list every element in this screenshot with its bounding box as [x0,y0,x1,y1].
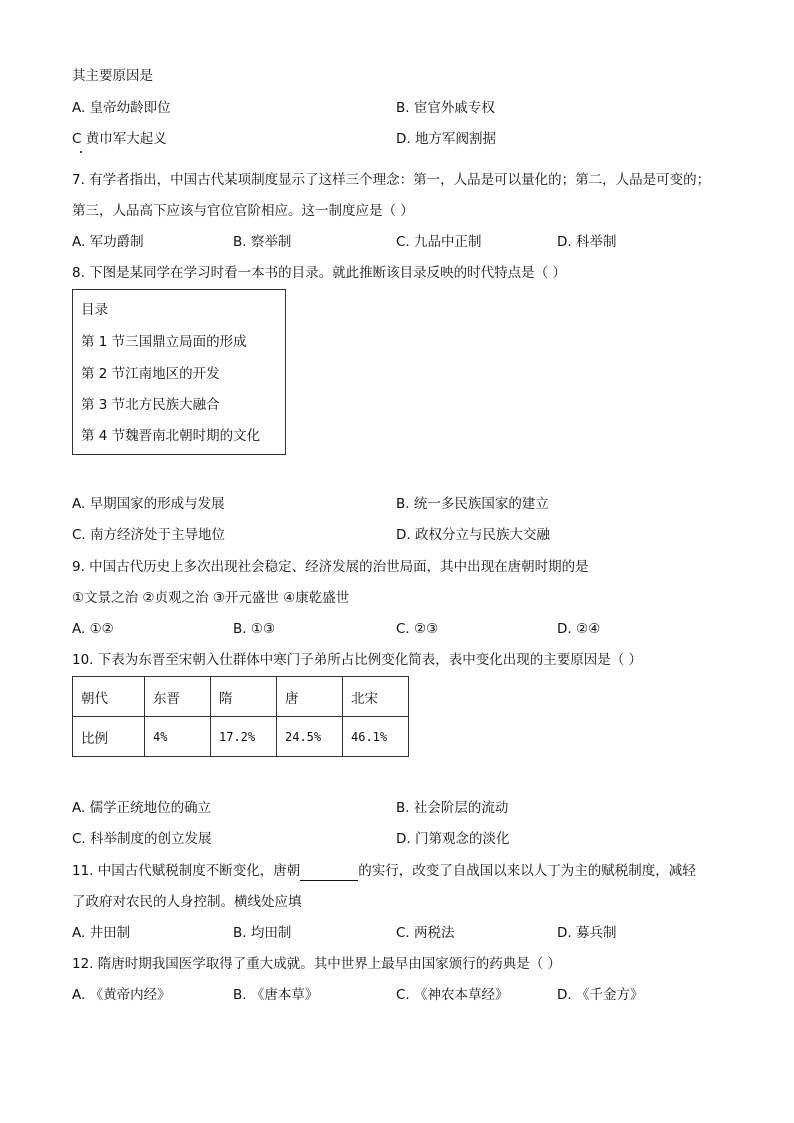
table-header-cell: 隋 [211,677,277,717]
table-header-row [73,677,409,717]
q12-option-c[interactable]: C. 《神农本草经》 [396,987,509,1003]
q12-stem: 12. 隋唐时期我国医学取得了重大成就。其中世界上最早由国家颁行的药典是（ ） [72,956,562,972]
toc-title: 目录 [81,302,108,318]
q11-stem-line1 [72,861,696,881]
q11-option-b[interactable]: B. 均田制 [233,925,292,941]
q11-stem-line2: 了政府对农民的人身控制。横线处应填 [72,894,302,910]
table-header-cell: 唐 [277,677,343,717]
toc-item-4: 第 4 节魏晋南北朝时期的文化 [81,428,261,444]
q6-option-a[interactable]: A. 皇帝幼龄即位 [72,100,171,116]
q7-option-a[interactable]: A. 军功爵制 [72,234,144,250]
fill-in-blank [300,866,358,881]
q8-option-c[interactable]: C. 南方经济处于主导地位 [72,527,226,543]
q8-stem: 8. 下图是某同学在学习时看一本书的目录。就此推断该目录反映的时代特点是（ ） [72,265,566,281]
toc-item-1: 第 1 节三国鼎立局面的形成 [81,334,247,350]
q11-option-c[interactable]: C. 两税法 [396,925,455,941]
q9-option-a[interactable]: A. ①② [72,621,114,637]
table-header-cell: 朝代 [73,677,145,717]
q9-option-c[interactable]: C. ②③ [396,621,439,637]
stray-dot [80,151,82,153]
ratio-table [72,676,409,757]
q7-option-b[interactable]: B. 察举制 [233,234,292,250]
q7-stem-line2: 第三，人品高下应该与官位官阶相应。这一制度应是（ ） [72,203,414,219]
q9-items: ①文景之治 ②贞观之治 ③开元盛世 ④康乾盛世 [72,590,350,606]
toc-item-2: 第 2 节江南地区的开发 [81,366,220,382]
table-cell: 比例 [73,717,145,757]
table-cell: 46.1% [343,717,409,757]
toc-item-3: 第 3 节北方民族大融合 [81,397,220,413]
q6-option-b[interactable]: B. 宦官外戚专权 [396,100,495,116]
q6-option-c[interactable]: C 黄巾军大起义 [72,131,167,147]
q10-option-a[interactable]: A. 儒学正统地位的确立 [72,800,212,816]
question-6-stem-tail: 其主要原因是 [72,68,153,84]
q7-option-d[interactable]: D. 科举制 [557,234,617,250]
q12-option-a[interactable]: A. 《黄帝内经》 [72,987,171,1003]
q10-stem: 10. 下表为东晋至宋朝入仕群体中寒门子弟所占比例变化简表，表中变化出现的主要原因是（ ） [72,652,643,668]
q8-option-b[interactable]: B. 统一多民族国家的建立 [396,496,549,512]
table-cell: 17.2% [211,717,277,757]
q10-option-d[interactable]: D. 门第观念的淡化 [396,831,510,847]
q11-stem-after: 的实行，改变了自战国以来以人丁为主的赋税制度，减轻 [358,863,696,879]
q8-option-a[interactable]: A. 早期国家的形成与发展 [72,496,225,512]
table-row [73,717,409,757]
q11-stem-before: 11. 中国古代赋税制度不断变化，唐朝 [72,863,301,879]
q9-option-b[interactable]: B. ①③ [233,621,276,637]
table-cell: 24.5% [277,717,343,757]
table-header-cell: 北宋 [343,677,409,717]
q6-option-d[interactable]: D. 地方军阀割据 [396,131,496,147]
q7-stem-line1: 7. 有学者指出，中国古代某项制度显示了这样三个理念：第一，人品是可以量化的；第二，人品是可变的； [72,172,711,188]
q8-option-d[interactable]: D. 政权分立与民族大交融 [396,527,550,543]
q10-option-c[interactable]: C. 科举制度的创立发展 [72,831,212,847]
q9-stem: 9. 中国古代历史上多次出现社会稳定、经济发展的治世局面，其中出现在唐朝时期的是 [72,559,589,575]
q9-option-d[interactable]: D. ②④ [557,621,601,637]
table-header-cell: 东晋 [145,677,211,717]
q10-option-b[interactable]: B. 社会阶层的流动 [396,800,509,816]
q11-option-d[interactable]: D. 募兵制 [557,925,617,941]
q11-option-a[interactable]: A. 井田制 [72,925,131,941]
table-of-contents-box [72,289,286,455]
table-cell: 4% [145,717,211,757]
q12-option-b[interactable]: B. 《唐本草》 [233,987,319,1003]
q12-option-d[interactable]: D. 《千金方》 [557,987,644,1003]
q7-option-c[interactable]: C. 九品中正制 [396,234,482,250]
